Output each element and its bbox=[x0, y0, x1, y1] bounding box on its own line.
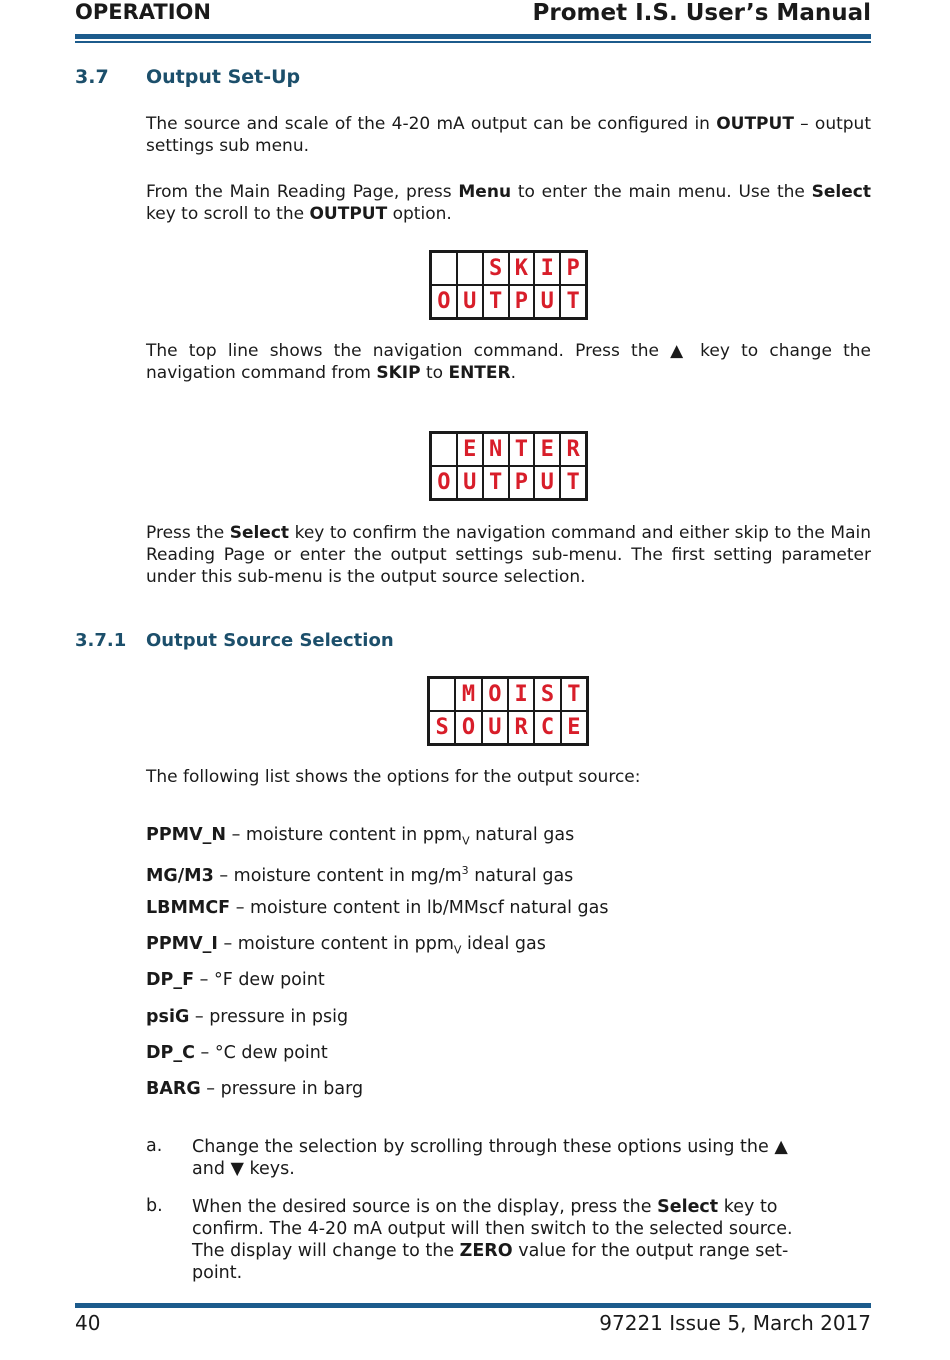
lcd-char bbox=[432, 253, 456, 284]
section-title: Output Set-Up bbox=[146, 66, 301, 88]
lcd-char: T bbox=[484, 467, 508, 498]
lcd-char: P bbox=[510, 467, 534, 498]
lcd-char: R bbox=[509, 712, 533, 743]
paragraph-navigation-command: The top line shows the navigation command. Press the ▲ key to change the navigation command from SKIP to ENTER. bbox=[146, 341, 871, 383]
lcd-char: T bbox=[484, 286, 508, 317]
lcd-char: O bbox=[456, 712, 480, 743]
option-item: MG/M3 – moisture content in $mg/m^3$ natural gas bbox=[146, 864, 574, 886]
lcd-char: T bbox=[562, 679, 586, 710]
paragraph-confirm-command: Press the Select key to confirm the navigation command and either skip to the Main Reading Page or enter the output settings sub-menu. The first setting parameter under this sub-menu is the output source selection. bbox=[146, 523, 871, 587]
option-item: DP_C – °C dew point bbox=[146, 1043, 328, 1063]
paragraph-intro: The source and scale of the 4-20 mA output can be configured in OUTPUT – output settings sub menu. bbox=[146, 114, 871, 156]
lcd-char: E bbox=[458, 434, 482, 465]
lcd-char: I bbox=[535, 253, 559, 284]
option-item: DP_F – °F dew point bbox=[146, 970, 325, 990]
lcd-char: O bbox=[483, 679, 507, 710]
header-section-name: OPERATION bbox=[75, 0, 211, 24]
lcd-char: K bbox=[510, 253, 534, 284]
lcd-char: R bbox=[561, 434, 585, 465]
lcd-display-enter-output bbox=[429, 431, 588, 501]
option-item: psiG – pressure in psig bbox=[146, 1007, 349, 1027]
step-marker: a. bbox=[146, 1136, 163, 1156]
lcd-char: U bbox=[535, 467, 559, 498]
option-item: LBMMCF – moisture content in lb/MMscf natural gas bbox=[146, 898, 609, 918]
lcd-char: U bbox=[535, 286, 559, 317]
lcd-char: P bbox=[561, 253, 585, 284]
lcd-char: S bbox=[484, 253, 508, 284]
header-manual-title: Promet I.S. User’s Manual bbox=[532, 0, 871, 26]
lcd-char: U bbox=[458, 467, 482, 498]
lcd-char: E bbox=[535, 434, 559, 465]
lcd-char bbox=[458, 253, 482, 284]
lcd-char: O bbox=[432, 286, 456, 317]
lcd-char: T bbox=[510, 434, 534, 465]
lcd-char: N bbox=[484, 434, 508, 465]
lcd-char bbox=[430, 679, 454, 710]
lcd-char: I bbox=[509, 679, 533, 710]
lcd-char: S bbox=[535, 679, 559, 710]
lcd-char: P bbox=[510, 286, 534, 317]
lcd-display-skip-output bbox=[429, 250, 588, 320]
header-rule-thin bbox=[75, 41, 871, 43]
subsection-number: 3.7.1 bbox=[75, 630, 127, 651]
lcd-char: U bbox=[483, 712, 507, 743]
lcd-char: M bbox=[456, 679, 480, 710]
paragraph-menu-navigation: From the Main Reading Page, press Menu to enter the main menu. Use the Select key to scroll to the OUTPUT option. bbox=[146, 182, 871, 224]
section-number: 3.7 bbox=[75, 66, 109, 88]
paragraph-options-intro: The following list shows the options for the output source: bbox=[146, 767, 641, 787]
step-marker: b. bbox=[146, 1196, 163, 1216]
lcd-char: S bbox=[430, 712, 454, 743]
lcd-char: U bbox=[458, 286, 482, 317]
lcd-char: T bbox=[561, 286, 585, 317]
lcd-display-moist-source bbox=[427, 676, 589, 746]
lcd-char: E bbox=[562, 712, 586, 743]
option-item: PPMV_I – moisture content in ppm$_V$ ideal gas bbox=[146, 934, 546, 957]
page-number: 40 bbox=[75, 1311, 101, 1335]
subsection-title: Output Source Selection bbox=[146, 630, 394, 651]
issue-info: 97221 Issue 5, March 2017 bbox=[599, 1311, 871, 1335]
option-item: PPMV_N – moisture content in ppm$_V$ natural gas bbox=[146, 825, 575, 848]
header-rule-thick bbox=[75, 34, 871, 39]
lcd-char: T bbox=[561, 467, 585, 498]
option-item: BARG – pressure in barg bbox=[146, 1079, 364, 1099]
lcd-char bbox=[432, 434, 456, 465]
step-text: Change the selection by scrolling through these options using the ▲ and ▼ keys. bbox=[192, 1137, 788, 1179]
lcd-char: C bbox=[535, 712, 559, 743]
lcd-char: O bbox=[432, 467, 456, 498]
footer-rule bbox=[75, 1303, 871, 1308]
step-text: When the desired source is on the display, press the Select key to confirm. The 4-20 mA output will then switch to the selected source. The display will change to the ZERO value for the output range set-point. bbox=[192, 1197, 793, 1283]
